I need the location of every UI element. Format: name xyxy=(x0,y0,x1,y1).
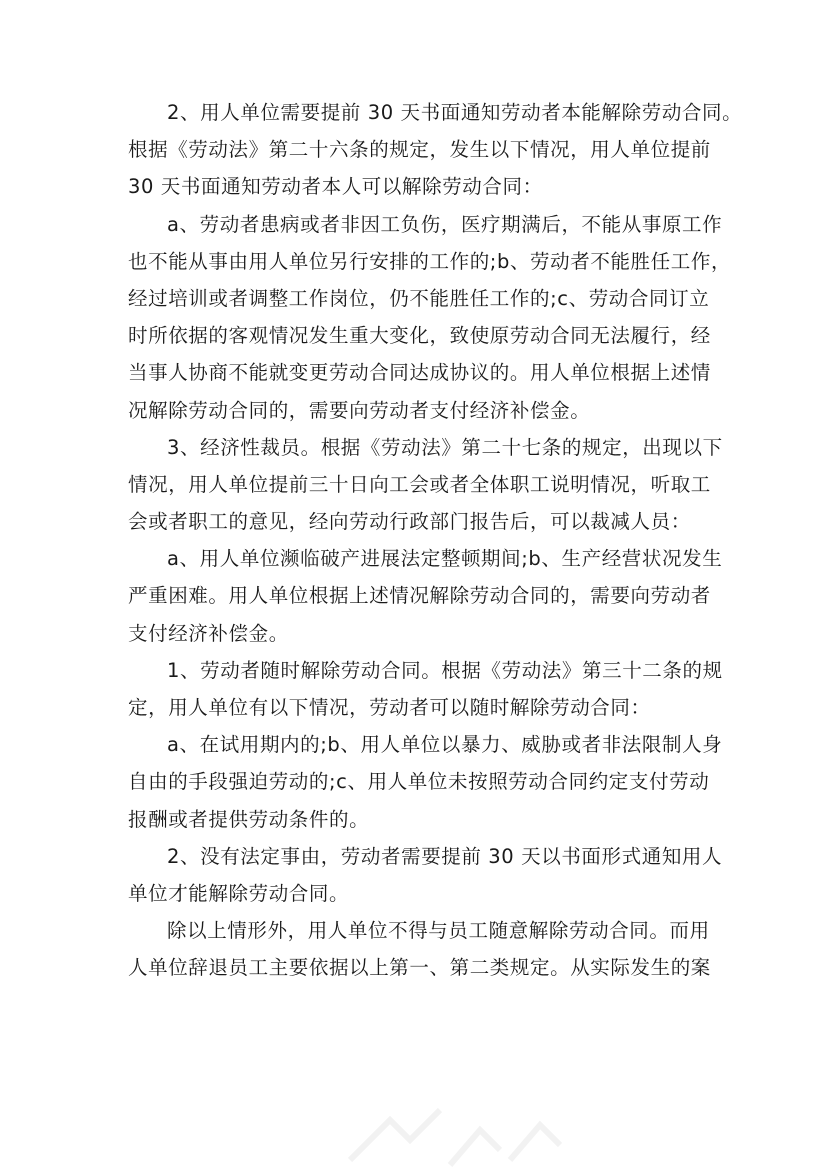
text-line: 情况，用人单位提前三十日向工会或者全体职工说明情况，听取工 xyxy=(128,472,711,496)
text-line: 会或者职工的意见，经向劳动行政部门报告后，可以裁减人员： xyxy=(128,510,691,534)
text-line: 经过培训或者调整工作岗位，仍不能胜任工作的;c、劳动合同订立 xyxy=(128,286,710,310)
text-line: 单位才能解除劳动合同。 xyxy=(128,881,350,905)
text-line: 时所依据的客观情况发生重大变化，致使原劳动合同无法履行，经 xyxy=(128,324,711,348)
paragraph xyxy=(128,429,728,541)
paragraph xyxy=(128,912,728,986)
text-line: 况解除劳动合同的，需要向劳动者支付经济补偿金。 xyxy=(128,398,591,422)
text-line: 1、劳动者随时解除劳动合同。根据《劳动法》第三十二条的规 xyxy=(167,658,723,682)
text-line: 人单位辞退员工主要依据以上第一、第二类规定。从实际发生的案 xyxy=(128,956,711,980)
text-line: 报酬或者提供劳动条件的。 xyxy=(128,807,370,831)
text-line: 严重困难。用人单位根据上述情况解除劳动合同的，需要向劳动者 xyxy=(128,584,711,608)
text-line: 30 天书面通知劳动者本人可以解除劳动合同： xyxy=(128,175,543,199)
text-line: 2、没有法定事由，劳动者需要提前 30 天以书面形式通知用人 xyxy=(167,844,723,868)
text-line: 当事人协商不能就变更劳动合同达成协议的。用人单位根据上述情 xyxy=(128,361,711,385)
paragraph xyxy=(128,94,743,206)
text-line: 3、经济性裁员。根据《劳动法》第二十七条的规定，出现以下 xyxy=(167,435,723,459)
paragraph xyxy=(128,540,728,652)
paragraph xyxy=(128,838,728,912)
text-line: 定，用人单位有以下情况，劳动者可以随时解除劳动合同： xyxy=(128,696,651,719)
paragraph xyxy=(128,206,732,429)
watermark-graphic xyxy=(330,1090,570,1170)
text-line: 根据《劳动法》第二十六条的规定，发生以下情况，用人单位提前 xyxy=(128,138,711,162)
text-line: 2、用人单位需要提前 30 天书面通知劳动者本能解除劳动合同。 xyxy=(167,101,743,124)
text-line: a、用人单位濒临破产进展法定整顿期间;b、生产经营状况发生 xyxy=(167,547,723,571)
text-line: a、劳动者患病或者非因工负伤，医疗期满后，不能从事原工作 xyxy=(167,212,723,236)
document-body xyxy=(128,94,743,987)
paragraph xyxy=(128,652,728,726)
text-line: a、在试用期内的;b、用人单位以暴力、威胁或者非法限制人身 xyxy=(167,733,723,757)
paragraph xyxy=(128,726,728,838)
text-line: 除以上情形外，用人单位不得与员工随意解除劳动合同。而用 xyxy=(167,919,710,943)
text-line: 自由的手段强迫劳动的;c、用人单位未按照劳动合同约定支付劳动 xyxy=(128,770,710,794)
text-line: 也不能从事由用人单位另行安排的工作的;b、劳动者不能胜任工作， xyxy=(128,249,732,273)
text-line: 支付经济补偿金。 xyxy=(128,621,289,645)
